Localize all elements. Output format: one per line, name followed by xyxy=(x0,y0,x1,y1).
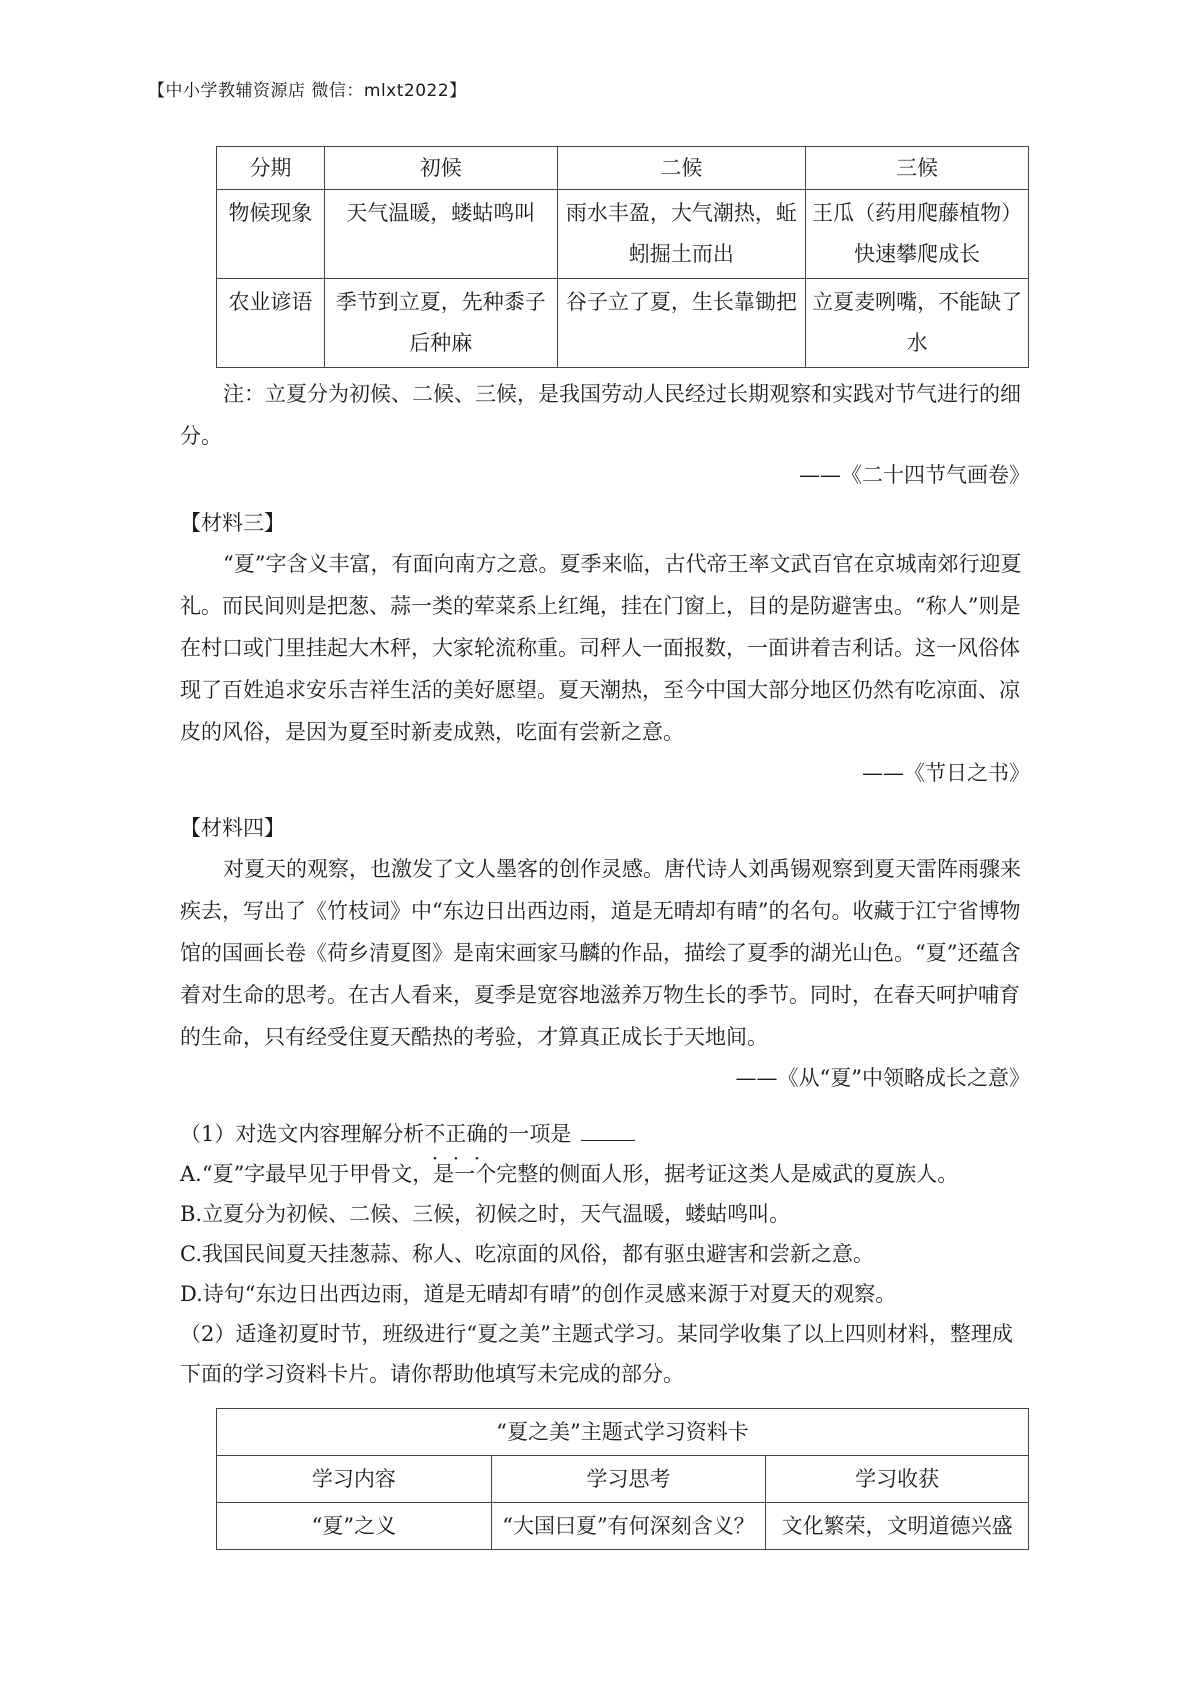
source-citation: ——《节日之书》 xyxy=(862,761,1030,785)
answer-blank[interactable] xyxy=(581,1116,635,1141)
table-cell: 王瓜（药用爬藤植物）快速攀爬成长 xyxy=(806,190,1029,279)
option-c: C.我国民间夏天挂葱蒜、称人、吃凉面的风俗，都有驱虫避害和尝新之意。 xyxy=(180,1242,874,1266)
table-header-row xyxy=(217,1456,1029,1503)
option-b: B.立夏分为初候、二候、三候，初候之时，天气温暖，蝼蛄鸣叫。 xyxy=(180,1202,791,1226)
question-two: （2）适逢初夏时节，班级进行“夏之美”主题式学习。某同学收集了以上四则材料，整理成下面的学习资料卡片。请你帮助他填写未完成的部分。 xyxy=(180,1322,1013,1386)
table-cell: 天气温暖，蝼蛄鸣叫 xyxy=(324,190,557,279)
table-title: “夏之美”主题式学习资料卡 xyxy=(217,1409,1029,1456)
source-citation: ——《二十四节气画卷》 xyxy=(799,463,1030,487)
table-header-row xyxy=(217,147,1029,190)
table-header-cell: 三候 xyxy=(806,147,1029,190)
emphasis-char: 确 xyxy=(466,1122,488,1146)
source-citation: ——《从“夏”中领略成长之意》 xyxy=(735,1066,1030,1090)
material-label: 【材料三】 xyxy=(180,511,285,535)
table-note: 注：立夏分为初候、二候、三候，是我国劳动人民经过长期观察和实践对节气进行的细分。 xyxy=(180,382,1021,448)
table-row xyxy=(217,279,1029,368)
table-header-cell: 二候 xyxy=(557,147,806,190)
table-cell: 季节到立夏，先种黍子后种麻 xyxy=(324,279,557,368)
table-cell: 农业谚语 xyxy=(217,279,325,368)
emphasis-char: 不 xyxy=(424,1122,446,1146)
table-header-cell: 学习收获 xyxy=(766,1456,1029,1503)
table-row xyxy=(217,1503,1029,1550)
question-section xyxy=(180,1114,1030,1394)
study-card-table xyxy=(216,1408,1029,1550)
material-text: “夏”字含义丰富，有面向南方之意。夏季来临，古代帝王率文武百官在京城南郊行迎夏礼。而民间则是把葱、蒜一类的荤菜系上红绳，挂在门窗上，目的是防避害虫。“称人”则是在村口或门里挂起大木秤，大家轮流称重。司秤人一面报数，一面讲着吉利话。这一风俗体现了百姓追求安乐吉祥生活的美好愿望。夏天潮热，至今中国大部分地区仍然有吃凉面、凉皮的风俗，是因为夏至时新麦成熟，吃面有尝新之意。 xyxy=(180,552,1022,744)
option-a: A.“夏”字最早见于甲骨文，是一个完整的侧面人形，据考证这类人是威武的夏族人。 xyxy=(180,1162,959,1186)
question-one xyxy=(180,1114,1030,1154)
option-d: D.诗句“东边日出西边雨，道是无晴却有晴”的创作灵感来源于对夏天的观察。 xyxy=(180,1282,897,1306)
table-header-cell: 学习思考 xyxy=(491,1456,766,1503)
table-cell: “大国曰夏”有何深刻含义？ xyxy=(491,1503,766,1550)
material-label: 【材料四】 xyxy=(180,816,285,840)
table-header-cell: 学习内容 xyxy=(217,1456,492,1503)
emphasis-char: 正 xyxy=(445,1122,467,1146)
table-header-cell: 分期 xyxy=(217,147,325,190)
table-row xyxy=(217,190,1029,279)
material-three xyxy=(180,503,1030,793)
table-cell: 物候现象 xyxy=(217,190,325,279)
table-cell: “夏”之义 xyxy=(217,1503,492,1550)
table-note-block xyxy=(180,373,1030,495)
material-four xyxy=(180,808,1030,1098)
table-cell: 雨水丰盈，大气潮热，蚯蚓掘土而出 xyxy=(557,190,806,279)
table-cell: 谷子立了夏，生长靠锄把 xyxy=(557,279,806,368)
page-header: 【中小学教辅资源店 微信：mlxt2022】 xyxy=(148,81,467,101)
question-suffix: 的一项是 xyxy=(487,1122,572,1146)
table-cell: 文化繁荣，文明道德兴盛 xyxy=(766,1503,1029,1550)
table-header-cell: 初候 xyxy=(324,147,557,190)
material-text: 对夏天的观察，也激发了文人墨客的创作灵感。唐代诗人刘禹锡观察到夏天雷阵雨骤来疾去，写出了《竹枝词》中“东边日出西边雨，道是无晴却有晴”的名句。收藏于江宁省博物馆的国画长卷《荷乡清夏图》是南宋画家马麟的作品，描绘了夏季的湖光山色。“夏”还蕴含着对生命的思考。在古人看来，夏季是宽容地滋养万物生长的季节。同时，在春天呵护哺育的生命，只有经受住夏天酷热的考验，才算真正成长于天地间。 xyxy=(180,857,1021,1049)
phenology-table xyxy=(216,146,1029,368)
table-cell: 立夏麦咧嘴，不能缺了水 xyxy=(806,279,1029,368)
table-title-row xyxy=(217,1409,1029,1456)
question-prefix: （1）对选文内容理解分析 xyxy=(180,1122,425,1146)
